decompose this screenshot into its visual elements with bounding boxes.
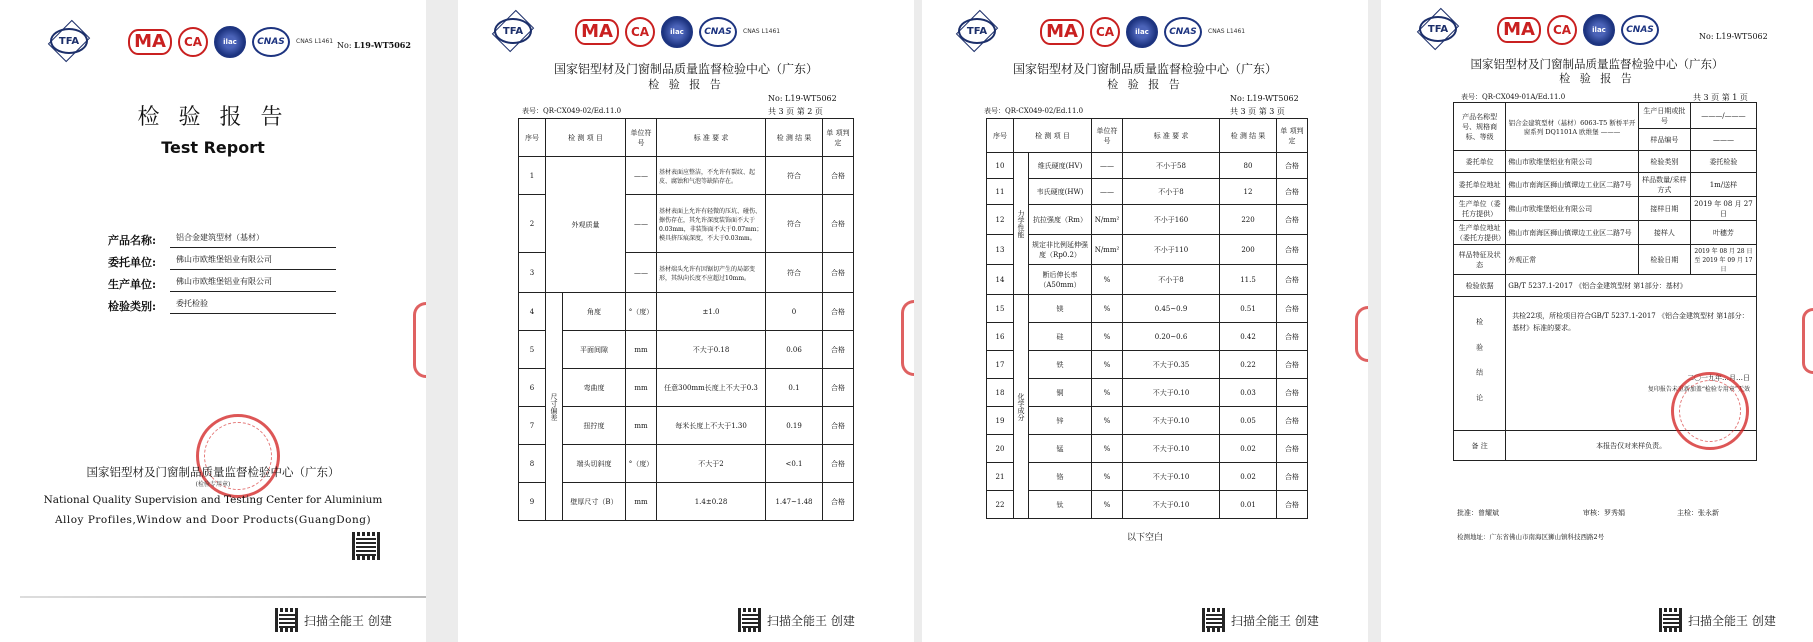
table-cell: 铬 [1029, 463, 1092, 491]
table-cell: 不小于8 [1123, 179, 1220, 205]
table-cell: 0.02 [1220, 463, 1277, 491]
center-name: 国家铝型材及门窗制品质量监督检验中心（广东） [1470, 57, 1724, 71]
ca-logo-icon: CA [625, 17, 655, 47]
table-cell: % [1092, 323, 1123, 351]
center-name-en-2: Alloy Profiles,Window and Door Products(GuangDong) [54, 514, 372, 526]
table-cell: 铜 [1029, 379, 1092, 407]
table-cell: 合格 [1277, 379, 1308, 407]
table-cell: mm [626, 483, 657, 521]
certification-logos [1040, 16, 1245, 48]
table-cell: 不大于0.10 [1123, 463, 1220, 491]
prod-date-label: 生产日期或批号 [1638, 103, 1690, 129]
table-cell: 合格 [1277, 153, 1308, 179]
table-cell: 合格 [1277, 295, 1308, 323]
table-cell: 11 [987, 179, 1014, 205]
table-cell: 0 [766, 293, 823, 331]
camscanner-watermark: 扫描全能王 创建 [1202, 608, 1319, 632]
table-cell: 6 [519, 369, 546, 407]
cnas-logo-icon: CNAS [699, 17, 737, 47]
table-cell: mm [626, 369, 657, 407]
seal-edge-icon [413, 302, 426, 378]
cnas-code: CNAS L1461 [743, 27, 781, 35]
col-header: 单 项判 定 [823, 119, 854, 157]
state-value: 外观正常 [1506, 245, 1639, 275]
table-cell: 化学成分 [1014, 295, 1029, 519]
table-cell: 5 [519, 331, 546, 369]
table-cell: 合格 [1277, 351, 1308, 379]
tester-signature: 主检：张永新 [1677, 509, 1719, 517]
tfa-logo-icon: TFA [50, 28, 88, 54]
ma-logo-icon: MA [1040, 19, 1084, 45]
form-number: 表号：QR-CX049-02/Ed.11.0 [984, 107, 1084, 115]
table-cell: % [1092, 265, 1123, 295]
table-row [987, 407, 1308, 435]
maker-value: 佛山市欧维堡铝业有限公司 [1506, 197, 1639, 221]
center-name-cn: 国家铝型材及门窗制品质量监督检验中心（广东） [86, 465, 340, 479]
table-cell: 0.45~0.9 [1123, 295, 1220, 323]
table-cell: mm [626, 331, 657, 369]
recv-date-label: 接样日期 [1638, 197, 1690, 221]
col-header: 检 测 项 目 [1014, 119, 1092, 153]
table-cell: °（度） [626, 445, 657, 483]
table-cell: 断后伸长率（A50mm） [1029, 265, 1092, 295]
recv-date-value: 2019 年 08 月 27 日 [1690, 197, 1756, 221]
ilac-mra-logo-icon: ilac [1126, 16, 1158, 48]
table-cell: 力学性能 [1014, 153, 1029, 295]
basis-value: GB/T 5237.1-2017 《铝合金建筑型材 第1部分：基材》 [1506, 275, 1757, 297]
client-label: 委托单位 [1454, 151, 1506, 173]
table-row [519, 369, 854, 407]
table-cell: 合格 [823, 407, 854, 445]
page-title: 检 验 报 告 [1107, 78, 1183, 91]
cnas-logo-icon: CNAS [252, 27, 290, 57]
col-header: 单位符号 [626, 119, 657, 157]
table-cell: 符合 [766, 195, 823, 253]
table-cell: 合格 [1277, 323, 1308, 351]
col-header: 标 准 要 求 [1123, 119, 1220, 153]
blank-below-note: 以下空白 [1126, 533, 1163, 543]
receiver-label: 接样人 [1638, 221, 1690, 245]
table-cell: —— [626, 157, 657, 195]
client-value: 佛山市欧维堡铝业有限公司 [1506, 151, 1639, 173]
center-name: 国家铝型材及门窗制品质量监督检验中心（广东） [1012, 62, 1277, 76]
table-cell: 16 [987, 323, 1014, 351]
table-cell: 合格 [823, 369, 854, 407]
table-row [519, 445, 854, 483]
page-title: 检 验 报 告 [137, 105, 289, 130]
ca-logo-icon: CA [178, 27, 208, 57]
table-cell: —— [1092, 179, 1123, 205]
conclusion-label: 检 验 结 论 [1454, 297, 1506, 431]
col-header: 检 测 项 目 [546, 119, 626, 157]
table-cell: 每米长度上不大于1.30 [657, 407, 766, 445]
table-row [987, 435, 1308, 463]
table-cell: % [1092, 435, 1123, 463]
report-page-1-summary [1381, 0, 1813, 642]
table-cell: 端头切斜度 [563, 445, 626, 483]
qr-code-icon [352, 532, 380, 560]
ilac-mra-logo-icon: ilac [661, 16, 693, 48]
table-cell: 0.01 [1220, 491, 1277, 519]
ilac-mra-logo-icon: ilac [1583, 14, 1615, 46]
table-cell: 不大于0.10 [1123, 435, 1220, 463]
certification-logos [1497, 14, 1659, 46]
report-number: No: L19-WT5062 [337, 40, 411, 50]
conclusion-date: 二〇一九年…月…日 [1687, 373, 1750, 382]
table-cell: 4 [519, 293, 546, 331]
table-cell: 合格 [823, 157, 854, 195]
table-cell: 22 [987, 491, 1014, 519]
table-cell: mm [626, 407, 657, 445]
table-cell: 不小于58 [1123, 153, 1220, 179]
table-row [987, 179, 1308, 205]
table-cell: 不大于2 [657, 445, 766, 483]
camscanner-watermark: 扫描全能王 创建 [1659, 608, 1776, 632]
table-cell: % [1092, 463, 1123, 491]
approver-signature: 批准：曾耀斌 [1457, 509, 1499, 517]
qr-code-icon [738, 608, 762, 632]
table-cell: 15 [987, 295, 1014, 323]
ma-logo-icon: MA [1497, 17, 1541, 43]
table-cell: 任意300mm长度上不大于0.3 [657, 369, 766, 407]
camscanner-watermark: 扫描全能王 创建 [738, 608, 855, 632]
col-header: 单 项判 定 [1277, 119, 1308, 153]
official-seal-icon [1671, 372, 1749, 450]
client-addr-label: 委托单位地址 [1454, 173, 1506, 197]
prod-date-value: ———/——— [1690, 103, 1756, 129]
test-results-table [518, 118, 854, 521]
table-row [987, 323, 1308, 351]
report-cover-page [0, 0, 426, 642]
table-cell: —— [626, 253, 657, 293]
sample-no-value: ——— [1690, 129, 1756, 151]
report-number: No: L19-WT5062 [1230, 94, 1299, 103]
seal-label: (检验专用章) [195, 481, 231, 488]
product-value: 铝合金建筑型材（基材）6063-T5 断桥平开窗系列 DQ1101A 欧维堡 ——— [1506, 103, 1639, 151]
center-name: 国家铝型材及门窗制品质量监督检验中心（广东） [553, 62, 818, 76]
table-cell: 合格 [1277, 235, 1308, 265]
table-cell: 1 [519, 157, 546, 195]
table-cell: 21 [987, 463, 1014, 491]
table-cell: —— [1092, 153, 1123, 179]
table-cell: 不大于0.35 [1123, 351, 1220, 379]
page-count: 共 3 页 第 1 页 [1693, 93, 1748, 102]
table-row [987, 491, 1308, 519]
table-cell: 锌 [1029, 407, 1092, 435]
ma-logo-icon: MA [575, 19, 619, 45]
table-cell: N/mm² [1092, 235, 1123, 265]
form-number: 表号：QR-CX049-01A/Ed.11.0 [1461, 93, 1566, 101]
table-cell: 不小于160 [1123, 205, 1220, 235]
table-cell: 抗拉强度（Rm） [1029, 205, 1092, 235]
table-cell: 合格 [1277, 407, 1308, 435]
table-cell: 合格 [1277, 435, 1308, 463]
table-cell: 壁厚尺寸（B） [563, 483, 626, 521]
table-cell: 钛 [1029, 491, 1092, 519]
table-row [519, 407, 854, 445]
table-row [519, 331, 854, 369]
table-cell: 合格 [1277, 179, 1308, 205]
table-cell: 合格 [1277, 463, 1308, 491]
conclusion-note: 复印报告未重新加盖“检验专用章”无效 [1647, 385, 1750, 393]
table-cell: 0.02 [1220, 435, 1277, 463]
table-cell: 韦氏硬度(HW) [1029, 179, 1092, 205]
table-cell: 合格 [823, 483, 854, 521]
table-cell: 0.51 [1220, 295, 1277, 323]
table-cell: 基材表面应整洁，不允许有裂纹、起皮、腐蚀和气泡等缺陷存在。 [657, 157, 766, 195]
table-cell: 角度 [563, 293, 626, 331]
table-row [987, 235, 1308, 265]
table-cell: 平面间隙 [563, 331, 626, 369]
page-count: 共 3 页 第 2 页 [768, 107, 823, 116]
table-cell: 基材表面上允许有轻微的压坑、碰伤、擦伤存在，其允许深度装饰面不大于0.03mm，非装饰面不大于0.07mm；模具挤压痕深度，不大于0.03mm。 [657, 195, 766, 253]
field-product: 产品名称: 铝合金建筑型材（基材） [108, 232, 336, 248]
form-number: 表号：QR-CX049-02/Ed.11.0 [522, 107, 622, 115]
qty-label: 样品数量/采样方式 [1638, 173, 1690, 197]
table-cell: 基材端头允许有因锯切产生的局部变形，其纵向长度不应超过10mm。 [657, 253, 766, 293]
table-cell: 不小于8 [1123, 265, 1220, 295]
table-cell: N/mm² [1092, 205, 1123, 235]
reviewer-signature: 审核：罗秀娟 [1583, 509, 1625, 517]
table-cell: 不小于110 [1123, 235, 1220, 265]
table-cell: % [1092, 491, 1123, 519]
qty-value: 1m/送样 [1690, 173, 1756, 197]
table-cell: 外观质量 [546, 157, 626, 293]
tfa-logo-icon: TFA [1419, 16, 1457, 42]
table-cell: 20 [987, 435, 1014, 463]
table-cell: 符合 [766, 157, 823, 195]
table-cell: 12 [987, 205, 1014, 235]
state-label: 样品特征及状态 [1454, 245, 1506, 275]
table-cell: 2 [519, 195, 546, 253]
table-cell: 合格 [823, 293, 854, 331]
table-cell: 合格 [1277, 491, 1308, 519]
conclusion-text: 共检22项，所检项目符合GB/T 5237.1-2017 《铝合金建筑型材 第1部分：基材》标准的要求。 [1512, 312, 1749, 332]
table-cell: 规定非比例延伸强度（Rp0.2） [1029, 235, 1092, 265]
table-cell: 0.06 [766, 331, 823, 369]
table-cell: 尺寸偏差 [546, 293, 563, 521]
page-count: 共 3 页 第 3 页 [1230, 107, 1285, 116]
table-cell: 200 [1220, 235, 1277, 265]
seal-edge-icon [901, 300, 914, 376]
table-cell: 19 [987, 407, 1014, 435]
test-address: 检测地址：广东省佛山市南海区狮山镇科技西路2号 [1457, 533, 1605, 541]
client-addr-value: 佛山市南海区狮山镇谭边工业区二路7号 [1506, 173, 1639, 197]
qr-code-icon [1202, 608, 1226, 632]
test-results-table [986, 118, 1308, 519]
table-cell: <0.1 [766, 445, 823, 483]
table-cell: 不大于0.10 [1123, 407, 1220, 435]
center-name-en-1: National Quality Supervision and Testing Center for Aluminium [43, 494, 383, 506]
report-page-3 [922, 0, 1368, 642]
table-cell: 铁 [1029, 351, 1092, 379]
report-number: No: L19-WT5062 [1699, 32, 1768, 41]
table-cell: 不大于0.18 [657, 331, 766, 369]
page-title: 检 验 报 告 [1559, 72, 1635, 85]
table-cell: 0.20~0.6 [1123, 323, 1220, 351]
tfa-logo-icon: TFA [958, 18, 996, 44]
cnas-logo-icon: CNAS [1164, 17, 1202, 47]
table-cell: 1.4±0.28 [657, 483, 766, 521]
table-cell: 合格 [823, 195, 854, 253]
table-cell: 3 [519, 253, 546, 293]
table-row [519, 157, 854, 195]
col-header: 序号 [519, 119, 546, 157]
table-cell: 不大于0.10 [1123, 379, 1220, 407]
table-row [987, 205, 1308, 235]
table-cell: 扭拧度 [563, 407, 626, 445]
table-cell: % [1092, 407, 1123, 435]
cnas-code: CNAS L1461 [1208, 27, 1246, 35]
remark-value: 本报告仅对来样负责。 [1506, 431, 1757, 461]
table-cell: 12 [1220, 179, 1277, 205]
table-cell: 9 [519, 483, 546, 521]
table-cell: 合格 [823, 253, 854, 293]
table-cell: 0.19 [766, 407, 823, 445]
table-cell: % [1092, 351, 1123, 379]
seal-edge-icon [1802, 308, 1813, 374]
receiver-value: 叶穗芳 [1690, 221, 1756, 245]
field-manufacturer: 生产单位: 佛山市欧维堡铝业有限公司 [108, 276, 336, 292]
table-cell: 合格 [823, 445, 854, 483]
col-header: 单位符号 [1092, 119, 1123, 153]
test-date-value: 2019 年 08 月 28 日至 2019 年 09 月 17 日 [1690, 245, 1756, 275]
certification-logos [128, 26, 333, 58]
seal-edge-icon [1355, 306, 1368, 362]
table-row [987, 351, 1308, 379]
camscanner-watermark: 扫描全能王 创建 [275, 608, 392, 632]
test-date-label: 检验日期 [1638, 245, 1690, 275]
table-row [987, 265, 1308, 295]
table-cell: —— [626, 195, 657, 253]
table-cell: 符合 [766, 253, 823, 293]
cnas-code: CNAS L1461 [296, 37, 334, 45]
sample-no-label: 样品编号 [1638, 129, 1690, 151]
table-cell: °（度） [626, 293, 657, 331]
table-cell: 17 [987, 351, 1014, 379]
ma-logo-icon: MA [128, 29, 172, 55]
table-cell: 0.05 [1220, 407, 1277, 435]
maker-addr-label: 生产单位地址（委托方提供） [1454, 221, 1506, 245]
ilac-mra-logo-icon: ilac [214, 26, 246, 58]
field-test-type: 检验类别: 委托检验 [108, 298, 336, 314]
table-cell: 18 [987, 379, 1014, 407]
product-label: 产品名称型号、规格商标、等级 [1454, 103, 1506, 151]
basis-label: 检验依据 [1454, 275, 1506, 297]
col-header: 标 准 要 求 [657, 119, 766, 157]
table-cell: 硅 [1029, 323, 1092, 351]
report-page-2 [458, 0, 914, 642]
remark-label: 备 注 [1454, 431, 1506, 461]
table-row [519, 483, 854, 521]
page-fold-line [20, 596, 426, 598]
table-cell: 7 [519, 407, 546, 445]
table-cell: 合格 [1277, 265, 1308, 295]
table-cell: 0.42 [1220, 323, 1277, 351]
table-cell: 80 [1220, 153, 1277, 179]
table-cell: 1.47~1.48 [766, 483, 823, 521]
table-cell: 0.03 [1220, 379, 1277, 407]
qr-code-icon [275, 608, 299, 632]
table-cell: 弯曲度 [563, 369, 626, 407]
col-header: 检 测 结 果 [1220, 119, 1277, 153]
table-cell: 14 [987, 265, 1014, 295]
table-row [987, 463, 1308, 491]
field-client: 委托单位: 佛山市欧维堡铝业有限公司 [108, 254, 336, 270]
ca-logo-icon: CA [1547, 15, 1577, 45]
table-row [987, 295, 1308, 323]
page-subtitle: Test Report [161, 138, 265, 157]
col-header: 检 测 结 果 [766, 119, 823, 157]
table-cell: 10 [987, 153, 1014, 179]
type-label: 检验类别 [1638, 151, 1690, 173]
table-cell: 维氏硬度(HV) [1029, 153, 1092, 179]
page-title: 检 验 报 告 [648, 78, 724, 91]
table-cell: 合格 [823, 331, 854, 369]
table-cell: 镁 [1029, 295, 1092, 323]
table-row [519, 293, 854, 331]
type-value: 委托检验 [1690, 151, 1756, 173]
table-cell: % [1092, 379, 1123, 407]
tfa-logo-icon: TFA [494, 18, 532, 44]
table-cell: 锰 [1029, 435, 1092, 463]
ca-logo-icon: CA [1090, 17, 1120, 47]
maker-label: 生产单位（委托方提供） [1454, 197, 1506, 221]
report-number: No: L19-WT5062 [768, 94, 837, 103]
table-cell: 0.22 [1220, 351, 1277, 379]
table-row [987, 379, 1308, 407]
table-cell: 合格 [1277, 205, 1308, 235]
table-cell: % [1092, 295, 1123, 323]
table-cell: 不大于0.10 [1123, 491, 1220, 519]
col-header: 序号 [987, 119, 1014, 153]
table-cell: 220 [1220, 205, 1277, 235]
qr-code-icon [1659, 608, 1683, 632]
table-cell: ±1.0 [657, 293, 766, 331]
table-cell: 0.1 [766, 369, 823, 407]
table-cell: 11.5 [1220, 265, 1277, 295]
maker-addr-value: 佛山市南海区狮山镇谭边工业区二路7号 [1506, 221, 1639, 245]
certification-logos [575, 16, 780, 48]
table-row [987, 153, 1308, 179]
cnas-logo-icon: CNAS [1621, 15, 1659, 45]
table-cell: 13 [987, 235, 1014, 265]
table-cell: 8 [519, 445, 546, 483]
